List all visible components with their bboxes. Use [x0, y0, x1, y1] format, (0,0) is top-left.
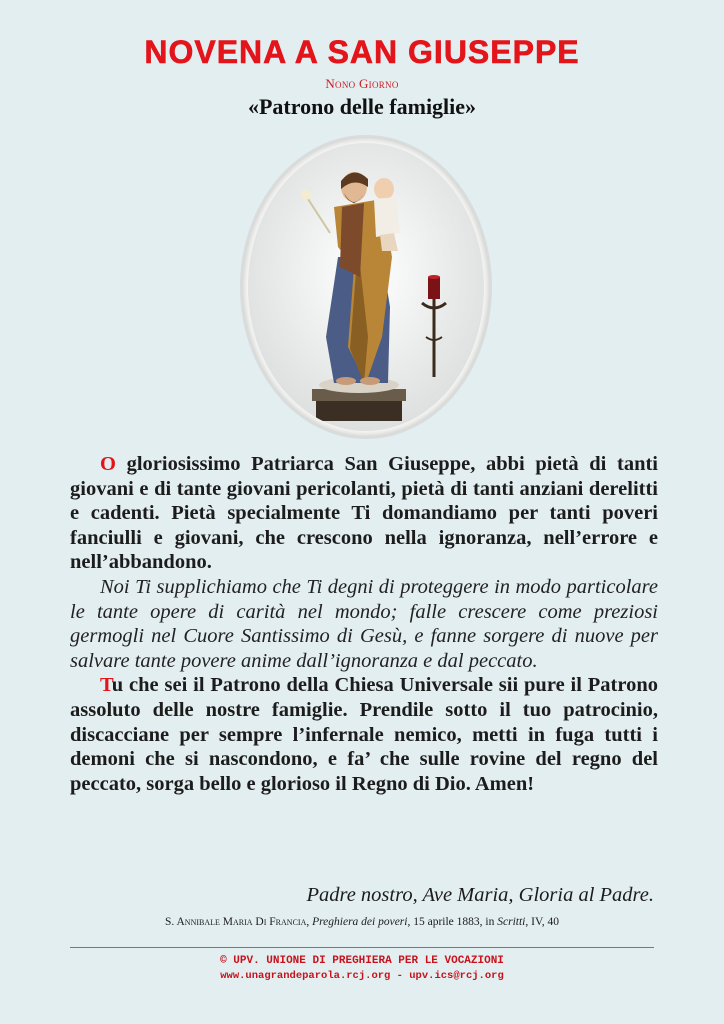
source-citation: S. Annibale Maria Di Francia, Preghiera dei poveri, 15 aprile 1883, in Scritti, IV, 40 [164, 916, 560, 928]
prayer-paragraph-3 [70, 673, 658, 796]
page-title: NOVENA A SAN GIUSEPPE [144, 34, 580, 70]
citation-work: Preghiera dei poveri [312, 916, 408, 928]
prayer-paragraph-2: Noi Ti supplichiamo che Ti degni di proteggere in modo particolare le tante opere di carità nel mondo; falle crescere come preziosi germogli nel Cuore Santissimo di Gesù, e fanne sorgere di nuove per salvare tante povere anime dall’ignoranza e dal peccato. [70, 575, 658, 672]
statue-illustration [242, 137, 490, 437]
tagline: «Patrono delle famiglie» [247, 94, 477, 119]
initial-letter: T [100, 674, 112, 697]
closing-prayers: Padre nostro, Ave Maria, Gloria al Padre. [306, 884, 654, 906]
copyright-line: © UPV. UNIONE DI PREGHIERA PER LE VOCAZIONI [220, 955, 504, 967]
saint-joseph-image [242, 137, 490, 437]
paragraph-text: u che sei il Patrono della Chiesa Universale sii pure il Patrono assoluto delle nostre famiglie. Prendile sotto il tuo patrocinio, discacciane per sempre l’infernale nemico, metti in fuga tutti i demoni che si nascondono, e fa’ che sulle rovine del regno del peccato, sorga bello e glorioso il Regno di Dio. Amen! [70, 674, 658, 795]
contact-links[interactable]: www.unagrandeparola.rcj.org - upv.ics@rcj.org [220, 970, 504, 982]
footer-divider [70, 947, 654, 948]
prayer-paragraph-1 [70, 452, 658, 575]
day-subtitle: Nono Giorno [325, 76, 399, 91]
initial-letter: O [100, 453, 116, 475]
paragraph-text: gloriosissimo Patriarca San Giuseppe, abbi pietà di tanti giovani e di tante giovani pericolanti, pietà di tanti anziani derelitti e cadenti. Pietà specialmente Ti domandiamo per tanti poveri fanciulli e giovani, che crescono nella ignoranza, nell’errore e nell’abbandono. [70, 453, 658, 574]
citation-ref: , IV, 40 [525, 916, 560, 928]
citation-author: S. Annibale Maria Di Francia [164, 916, 307, 928]
citation-date: , 15 aprile 1883, in [407, 916, 498, 928]
prayer-text [70, 452, 658, 796]
citation-collection: Scritti [497, 916, 526, 928]
